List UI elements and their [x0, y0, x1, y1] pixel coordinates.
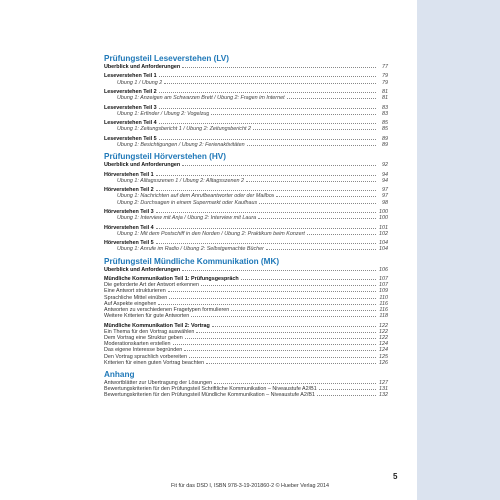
dot-leader	[164, 83, 376, 84]
toc-entry-title: Übung 2: Durchsagen in einem Supermarkt oder Kaufhaus	[117, 199, 258, 206]
dot-leader	[212, 326, 376, 327]
toc-entry-title: Auf Aspekte eingehen	[104, 300, 157, 307]
toc-entry-title: Übung 1: Erfinder / Übung 2: Vogelzug	[117, 110, 210, 117]
toc-entry[interactable]	[104, 215, 388, 221]
dot-leader	[189, 357, 376, 358]
toc-entry-title: Weitere Kriterien für gute Antworten	[104, 313, 190, 320]
toc-entry-title: Bewertungskriterien für den Prüfungsteil Schriftliche Kommunikation – Niveaustufe A2/B1	[104, 386, 317, 393]
toc-entry-title: Mündliche Kommunikation Teil 1: Prüfungsgespräch	[104, 275, 239, 282]
toc-entry-title: Antworten zu verschiedenen Fragetypen formulieren	[104, 306, 230, 313]
dot-leader	[247, 145, 376, 146]
toc-page-number: 85	[382, 126, 388, 133]
toc-entry-title: Übung 1 / Übung 2	[117, 79, 163, 86]
toc-entry-title: Übung 1: Nachrichten auf dem Anrufbeantworter oder der Mailbox	[117, 193, 275, 200]
dot-leader	[201, 285, 376, 286]
toc-entry[interactable]	[104, 95, 388, 101]
toc-entry[interactable]	[104, 80, 388, 86]
toc-entry-title: Übung 1: Interview mit Anja / Übung 2: Interview mit Laura	[117, 215, 257, 222]
dot-leader	[184, 350, 376, 351]
toc-page-number: 122	[379, 322, 388, 329]
toc-page-number: 132	[379, 392, 388, 399]
toc-entry[interactable]	[104, 392, 388, 398]
toc-section	[104, 369, 388, 399]
toc-entry-title: Dem Vortrag eine Struktur geben	[104, 334, 183, 341]
toc-page-number: 102	[379, 230, 388, 237]
dot-leader	[258, 218, 376, 219]
toc-entry-title: Das eigene Interesse begründen	[104, 347, 183, 354]
dot-leader	[253, 129, 376, 130]
toc-entry-title: Eine Antwort strukturieren	[104, 288, 166, 295]
toc-page-number: 122	[379, 334, 388, 341]
toc-entry-title: Leseverstehen Teil 3	[104, 104, 157, 111]
toc-page-number: 83	[382, 110, 388, 117]
toc-page-number: 94	[382, 171, 388, 178]
toc-page-number: 81	[382, 88, 388, 95]
toc-entry-title: Übung 1: Anzeigen am Schwarzen Brett / Übung 2: Fragen im Internet	[117, 95, 285, 102]
toc-entry[interactable]	[104, 231, 388, 237]
dot-leader	[231, 310, 376, 311]
toc-entry[interactable]	[104, 142, 388, 148]
toc-section	[104, 256, 388, 366]
toc-entry[interactable]	[104, 64, 388, 70]
toc-page-number: 98	[382, 199, 388, 206]
toc-entry-title: Moderationskarten erstellen	[104, 341, 171, 348]
dot-leader	[156, 175, 376, 176]
toc-page-number: 104	[379, 246, 388, 253]
toc-entry[interactable]	[104, 200, 388, 206]
toc-entry-title: Den Vortrag sprachlich vorbereiten	[104, 353, 187, 360]
toc-page-number: 107	[379, 275, 388, 282]
toc-page-number: 118	[379, 313, 388, 320]
dot-leader	[182, 165, 376, 166]
table-of-contents	[104, 53, 388, 399]
dot-leader	[196, 332, 376, 333]
toc-page-number: 92	[382, 162, 388, 169]
toc-entry[interactable]	[104, 267, 388, 273]
dot-leader	[156, 190, 376, 191]
toc-entry-title: Hörverstehen Teil 4	[104, 224, 154, 231]
toc-entry[interactable]	[104, 111, 388, 117]
toc-entry-title: Hörverstehen Teil 5	[104, 240, 154, 247]
toc-page-number: 122	[379, 328, 388, 335]
toc-entry-title: Übung 1: Besichtigungen / Übung 2: Ferienaktivitäten	[117, 141, 245, 148]
toc-page-number: 110	[379, 294, 388, 301]
toc-entry-title: Hörverstehen Teil 2	[104, 187, 154, 194]
toc-section	[104, 53, 388, 148]
footer: Fit für das DSD I, ISBN 978-3-19-201860-2 © Hueber Verlag 2014	[171, 483, 329, 489]
dot-leader	[159, 92, 376, 93]
toc-entry[interactable]	[104, 178, 388, 184]
section-heading: Anhang	[104, 369, 135, 379]
toc-entry-title: Hörverstehen Teil 3	[104, 208, 154, 215]
dot-leader	[159, 76, 376, 77]
toc-page-number: 79	[382, 73, 388, 80]
toc-page-number: 94	[382, 177, 388, 184]
toc-page-number: 79	[382, 79, 388, 86]
toc-page-number: 107	[379, 282, 388, 289]
toc-page-number: 126	[379, 359, 388, 366]
toc-page-number: 106	[379, 266, 388, 273]
toc-page-number: 85	[382, 120, 388, 127]
toc-entry-title: Überblick und Anforderungen	[104, 162, 181, 169]
toc-page-number: 101	[379, 224, 388, 231]
toc-entry-title: Kriterien für einen guten Vortrag beachten	[104, 359, 205, 366]
dot-leader	[246, 181, 376, 182]
toc-entry-title: Antwortblätter zur Übertragung der Lösungen	[104, 379, 213, 386]
toc-entry-title: Sprachliche Mittel einüben	[104, 294, 168, 301]
dot-leader	[182, 270, 376, 271]
dot-leader	[168, 291, 376, 292]
toc-page-number: 97	[382, 193, 388, 200]
toc-page-number: 77	[382, 64, 388, 70]
toc-entry-title: Übung 1: Mit dem Postschiff in den Norden / Übung 2: Praktikum beim Konzert	[117, 230, 305, 237]
toc-page-number: 116	[379, 300, 388, 307]
toc-entry-title: Überblick und Anforderungen	[104, 266, 181, 273]
dot-leader	[159, 139, 376, 140]
toc-page-number: 125	[379, 353, 388, 360]
dot-leader	[241, 279, 376, 280]
dot-leader	[156, 243, 376, 244]
toc-page-number: 89	[382, 135, 388, 142]
toc-entry-title: Übung 1: Alltagsszenen 1 / Übung 2: Alltagsszenen 2	[117, 177, 244, 184]
dot-leader	[156, 212, 376, 213]
dot-leader	[156, 228, 376, 229]
dot-leader	[158, 304, 376, 305]
dot-leader	[319, 389, 376, 390]
toc-entry-title: Leseverstehen Teil 5	[104, 135, 157, 142]
side-band	[417, 0, 500, 500]
toc-entry-title: Bewertungskriterien für den Prüfungsteil Mündliche Kommunikation – Niveaustufe A2/B1	[104, 392, 315, 399]
toc-entry-title: Ein Thema für den Vortrag auswählen	[104, 328, 195, 335]
toc-entry[interactable]	[104, 246, 388, 252]
toc-entry-title: Die geforderte Art der Antwort erkennen	[104, 282, 199, 289]
toc-page-number: 81	[382, 95, 388, 102]
dot-leader	[169, 298, 376, 299]
toc-entry[interactable]	[104, 162, 388, 168]
section-heading: Prüfungsteil Leseverstehen (LV)	[104, 54, 229, 63]
dot-leader	[211, 114, 376, 115]
toc-entry-title: Leseverstehen Teil 1	[104, 73, 157, 80]
toc-section	[104, 151, 388, 252]
toc-entry-title: Übung 1: Anrufe im Radio / Übung 2: Selbstgemachte Bücher	[117, 246, 264, 253]
dot-leader	[159, 123, 376, 124]
toc-page-number: 100	[379, 215, 388, 222]
toc-page-number: 109	[379, 288, 388, 295]
toc-page-number: 104	[379, 240, 388, 247]
toc-page-number: 97	[382, 187, 388, 194]
toc-page-number: 89	[382, 141, 388, 148]
toc-page-number: 124	[379, 347, 388, 354]
toc-entry-title: Übung 1: Zeitungsbericht 1 / Übung 2: Zeitungsbericht 2	[117, 126, 251, 133]
dot-leader	[206, 363, 376, 364]
dot-leader	[287, 98, 376, 99]
toc-page-number: 124	[379, 341, 388, 348]
toc-entry-title: Überblick und Anforderungen	[104, 64, 181, 70]
toc-page-number: 83	[382, 104, 388, 111]
dot-leader	[182, 67, 376, 68]
dot-leader	[214, 383, 376, 384]
toc-entry-title: Leseverstehen Teil 4	[104, 120, 157, 127]
page-number: 5	[393, 472, 398, 481]
dot-leader	[307, 234, 376, 235]
toc-page-number: 127	[379, 379, 388, 386]
dot-leader	[191, 316, 376, 317]
toc-page-number: 100	[379, 208, 388, 215]
toc-entry[interactable]	[104, 360, 388, 366]
dot-leader	[317, 395, 376, 396]
section-heading: Prüfungsteil Hörverstehen (HV)	[104, 152, 226, 162]
section-heading: Prüfungsteil Mündliche Kommunikation (MK)	[104, 256, 280, 266]
toc-page-number: 116	[379, 306, 388, 313]
dot-leader	[185, 338, 376, 339]
toc-entry-title: Leseverstehen Teil 2	[104, 88, 157, 95]
toc-entry-title: Hörverstehen Teil 1	[104, 171, 154, 178]
dot-leader	[259, 203, 376, 204]
toc-entry[interactable]	[104, 126, 388, 132]
toc-page-number: 131	[379, 386, 388, 393]
dot-leader	[159, 108, 376, 109]
dot-leader	[173, 344, 376, 345]
toc-entry[interactable]	[104, 313, 388, 319]
dot-leader	[276, 196, 376, 197]
toc-entry-title: Mündliche Kommunikation Teil 2: Vortrag	[104, 322, 210, 329]
dot-leader	[266, 249, 376, 250]
